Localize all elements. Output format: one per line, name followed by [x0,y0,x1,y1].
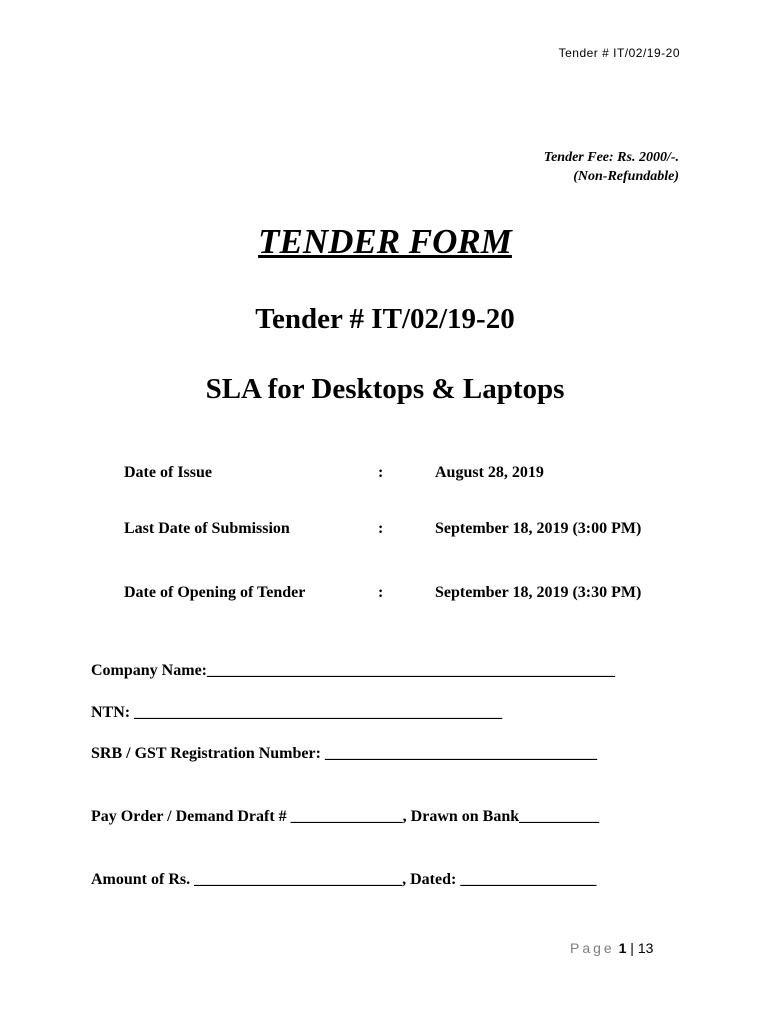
last-date-submission-value: September 18, 2019 (3:00 PM) [435,520,642,537]
ntn-field: NTN: ______________________________________________ [91,704,503,721]
amount-field: Amount of Rs. __________________________, Dated: _________________ [91,871,597,888]
page-word: Page [570,940,615,956]
header-tender-reference: Tender # IT/02/19-20 [558,46,680,60]
tender-fee-amount: Tender Fee: Rs. 2000/-. [543,150,679,165]
pay-order-field: Pay Order / Demand Draft # ______________, Drawn on Bank__________ [91,808,600,825]
date-opening-label: Date of Opening of Tender [124,584,306,601]
last-date-submission-label: Last Date of Submission [124,520,290,537]
total-pages: 13 [637,940,654,956]
srb-gst-registration-field: SRB / GST Registration Number: __________________________________ [91,745,597,762]
page-title: TENDER FORM [258,222,512,261]
date-of-issue-separator: : [378,464,384,481]
last-date-submission-separator: : [378,520,384,537]
date-opening-value: September 18, 2019 (3:30 PM) [435,584,642,601]
date-opening-separator: : [378,584,384,601]
tender-number: Tender # IT/02/19-20 [255,303,515,335]
page-divider: | [630,940,634,956]
date-of-issue-value: August 28, 2019 [435,464,544,481]
current-page-number: 1 [618,940,627,956]
company-name-field: Company Name:___________________________________________________ [91,662,615,679]
tender-fee-note: (Non-Refundable) [573,169,679,184]
tender-subject: SLA for Desktops & Laptops [205,373,565,405]
date-of-issue-label: Date of Issue [124,464,212,481]
page-number-footer [570,940,653,956]
